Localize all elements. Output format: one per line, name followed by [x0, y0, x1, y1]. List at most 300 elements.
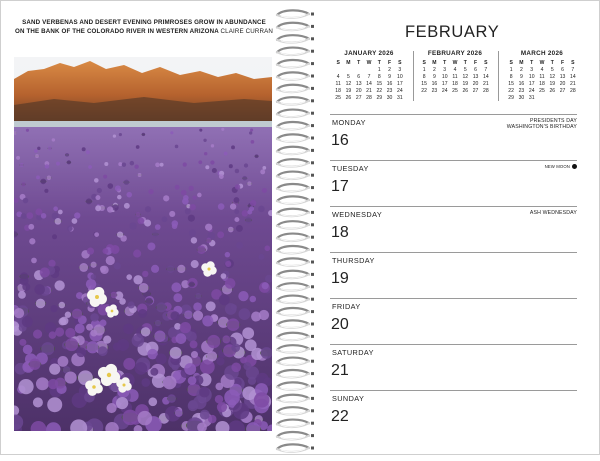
verbena-bloom: [67, 160, 71, 164]
verbena-bloom: [207, 335, 220, 348]
verbena-bloom: [20, 272, 28, 280]
spiral-coil: [277, 432, 314, 440]
day-number: 16: [331, 132, 349, 149]
verbena-bloom: [239, 308, 251, 320]
verbena-bloom: [198, 160, 202, 164]
verbena-bloom: [87, 248, 94, 255]
mountain-foothills: [14, 97, 272, 123]
verbena-bloom: [242, 327, 254, 339]
date-cell: 7: [484, 66, 488, 73]
verbena-bloom: [145, 206, 151, 212]
verbena-bloom: [119, 133, 122, 136]
date-cell: 15: [376, 80, 383, 87]
holiday-line: ASH WEDNESDAY: [529, 210, 577, 216]
verbena-bloom: [113, 135, 116, 138]
date-cell: 22: [376, 87, 383, 94]
verbena-bloom: [49, 331, 57, 339]
spiral-coil: [277, 382, 314, 390]
day-row-sunday[interactable]: [330, 390, 577, 437]
verbena-bloom: [22, 316, 33, 327]
verbena-bloom: [91, 274, 97, 280]
date-cell: [333, 67, 343, 74]
verbena-bloom: [65, 153, 69, 157]
date-cell: 27: [559, 87, 566, 94]
verbena-bloom: [133, 250, 141, 258]
verbena-bloom: [231, 343, 240, 352]
verbena-bloom: [221, 273, 227, 279]
verbena-bloom: [195, 293, 201, 299]
verbena-bloom: [244, 163, 248, 167]
day-row-monday[interactable]: [330, 114, 577, 161]
verbena-bloom: [236, 225, 243, 232]
verbena-bloom: [107, 183, 113, 189]
verbena-bloom: [123, 324, 134, 335]
verbena-bloom: [20, 163, 24, 167]
date-cell: 28: [570, 87, 576, 94]
verbena-bloom: [206, 301, 216, 311]
verbena-bloom: [172, 224, 178, 230]
verbena-bloom: [52, 234, 57, 239]
verbena-bloom: [175, 409, 183, 417]
verbena-bloom: [217, 231, 224, 238]
spiral-coil: [277, 60, 314, 68]
verbena-bloom: [132, 334, 145, 347]
verbena-bloom: [91, 262, 97, 268]
verbena-bloom: [205, 224, 212, 231]
date-cell: 24: [528, 87, 535, 94]
verbena-bloom: [22, 283, 30, 291]
verbena-bloom: [242, 386, 256, 400]
verbena-bloom: [18, 379, 33, 394]
verbena-bloom: [36, 377, 49, 390]
new-moon-icon: [572, 164, 577, 169]
verbena-bloom: [133, 275, 142, 284]
verbena-bloom: [148, 189, 153, 194]
day-number: 21: [331, 362, 349, 379]
verbena-bloom: [36, 175, 40, 179]
verbena-bloom: [200, 410, 210, 420]
verbena-bloom: [29, 238, 35, 244]
verbena-bloom: [22, 182, 26, 186]
spiral-coil: [277, 407, 314, 415]
primrose-center: [111, 310, 114, 313]
verbena-bloom: [219, 294, 230, 305]
verbena-bloom: [23, 345, 33, 355]
divider: [498, 51, 499, 101]
date-cell: 4: [453, 66, 457, 73]
verbena-bloom: [191, 237, 197, 243]
verbena-bloom: [154, 331, 165, 342]
verbena-bloom: [16, 156, 20, 160]
verbena-bloom: [36, 299, 46, 309]
verbena-bloom: [102, 248, 108, 254]
verbena-bloom: [225, 278, 236, 289]
date-cell: 25: [452, 87, 458, 94]
verbena-bloom: [82, 147, 86, 151]
verbena-bloom: [53, 206, 58, 211]
spiral-coil: [277, 308, 314, 316]
date-cell: 1: [377, 66, 381, 73]
date-cell: 26: [345, 94, 352, 101]
day-name: WEDNESDAY: [332, 210, 383, 219]
verbena-bloom: [126, 274, 132, 280]
weekday-header: T: [357, 60, 361, 66]
verbena-bloom: [19, 339, 26, 346]
spiral-coil: [277, 209, 314, 217]
verbena-bloom: [176, 333, 187, 344]
holiday-line: PRESIDENTS DAY: [530, 118, 577, 124]
date-cell: 28: [366, 94, 372, 101]
verbena-bloom: [103, 175, 107, 179]
weekday-header: S: [509, 60, 513, 66]
verbena-bloom: [233, 403, 249, 419]
verbena-bloom: [145, 298, 153, 306]
date-cell: 22: [508, 87, 514, 94]
day-name: THURSDAY: [332, 256, 375, 265]
verbena-bloom: [124, 180, 129, 185]
verbena-bloom: [114, 262, 121, 269]
verbena-bloom: [94, 178, 99, 183]
verbena-bloom: [50, 305, 57, 312]
verbena-bloom: [142, 133, 145, 136]
verbena-bloom: [234, 197, 240, 203]
weekday-header: M: [346, 60, 351, 66]
verbena-bloom: [35, 154, 39, 158]
verbena-bloom: [193, 302, 202, 311]
verbena-bloom: [173, 293, 182, 302]
verbena-bloom: [141, 378, 150, 387]
verbena-bloom: [138, 411, 153, 426]
verbena-bloom: [104, 162, 108, 166]
verbena-bloom: [130, 161, 135, 166]
verbena-bloom: [236, 242, 243, 249]
verbena-bloom: [103, 336, 111, 344]
verbena-bloom: [126, 192, 132, 198]
spiral-coil: [277, 345, 314, 353]
day-name: TUESDAY: [332, 164, 369, 173]
date-cell: 9: [388, 73, 391, 80]
spiral-coil: [277, 172, 314, 180]
mini-calendar-title: MARCH 2026: [520, 50, 564, 57]
verbena-bloom: [254, 392, 269, 407]
date-cell: 16: [518, 80, 525, 87]
verbena-bloom: [242, 210, 249, 217]
mini-calendar-grid: [419, 60, 491, 95]
spiral-coil: [277, 23, 314, 31]
verbena-bloom: [59, 302, 66, 309]
verbena-bloom: [245, 217, 251, 223]
spiral-coil: [277, 258, 314, 266]
weekday-header: W: [539, 60, 545, 66]
verbena-bloom: [136, 145, 140, 149]
date-cell: 25: [539, 87, 545, 94]
mini-calendar-grid: [333, 60, 405, 101]
verbena-bloom: [49, 364, 60, 375]
weekday-header: T: [463, 60, 467, 66]
verbena-bloom: [251, 140, 255, 144]
verbena-bloom: [86, 198, 92, 204]
spiral-coils: [273, 1, 323, 456]
verbena-bloom: [138, 309, 147, 318]
verbena-bloom: [170, 311, 179, 320]
verbena-bloom: [72, 218, 78, 224]
weekday-header: S: [484, 60, 488, 66]
verbena-bloom: [113, 343, 121, 351]
primrose-center: [92, 385, 96, 389]
spiral-coil: [277, 221, 314, 229]
photo-credit: CLAIRE CURRAN: [220, 28, 273, 35]
verbena-bloom: [218, 203, 225, 210]
verbena-bloom: [74, 212, 80, 218]
date-cell: 6: [357, 73, 361, 80]
spiral-coil: [277, 147, 314, 155]
verbena-bloom: [188, 376, 197, 385]
date-cell: 24: [397, 87, 403, 94]
date-cell: 21: [570, 80, 576, 87]
date-cell: 12: [549, 73, 556, 80]
spiral-coil: [277, 122, 314, 130]
date-cell: 13: [559, 73, 566, 80]
verbena-bloom: [48, 379, 58, 389]
verbena-bloom: [122, 410, 138, 426]
date-cell: 16: [386, 80, 393, 87]
verbena-bloom: [79, 263, 88, 272]
date-cell: 13: [472, 73, 479, 80]
weekday-header: T: [377, 60, 381, 66]
verbena-bloom: [86, 341, 98, 353]
date-cell: 14: [483, 73, 489, 80]
date-cell: 15: [508, 80, 514, 87]
verbena-bloom: [58, 356, 69, 367]
date-cell: 14: [570, 73, 576, 80]
date-cell: 19: [549, 80, 556, 87]
spiral-coil: [277, 97, 314, 105]
verbena-bloom: [144, 220, 151, 227]
day-name: FRIDAY: [332, 302, 361, 311]
day-number: 17: [331, 178, 349, 195]
verbena-bloom: [193, 311, 203, 321]
date-cell: 7: [367, 73, 371, 80]
verbena-bloom: [249, 131, 252, 134]
moon-phase-note: [545, 164, 577, 169]
date-cell: 26: [549, 87, 556, 94]
verbena-bloom: [190, 340, 198, 348]
holiday-note: [507, 118, 577, 131]
date-cell: 4: [540, 66, 544, 73]
spiral-coil: [277, 271, 314, 279]
date-cell: 31: [528, 94, 535, 101]
verbena-bloom: [183, 195, 189, 201]
date-cell: [343, 67, 353, 74]
spiral-coil: [277, 370, 314, 378]
verbena-bloom: [255, 154, 259, 158]
date-cell: 11: [335, 80, 341, 87]
verbena-bloom: [134, 165, 138, 169]
weekday-header: M: [432, 60, 437, 66]
date-cell: [364, 67, 374, 74]
verbena-bloom: [262, 188, 267, 193]
date-cell: 12: [462, 73, 469, 80]
verbena-bloom: [34, 284, 45, 295]
verbena-bloom: [116, 397, 128, 409]
verbena-bloom: [190, 204, 196, 210]
verbena-bloom: [18, 291, 26, 299]
mini-calendar-january: [333, 50, 405, 101]
day-row-saturday[interactable]: [330, 344, 577, 391]
spiral-coil: [277, 234, 314, 242]
verbena-bloom: [142, 271, 148, 277]
day-name: MONDAY: [332, 118, 366, 127]
verbena-bloom: [150, 368, 158, 376]
verbena-bloom: [230, 203, 236, 209]
caption-line-2-text: ON THE BANK OF THE COLORADO RIVER IN WESTERN ARIZONA: [15, 28, 219, 35]
date-cell: 17: [528, 80, 535, 87]
date-cell: 17: [397, 80, 403, 87]
weekday-header: T: [443, 60, 447, 66]
verbena-bloom: [181, 190, 187, 196]
verbena-bloom: [111, 245, 120, 254]
verbena-bloom: [97, 188, 102, 193]
day-row-wednesday[interactable]: [330, 206, 577, 253]
verbena-bloom: [47, 176, 52, 181]
date-cell: 23: [386, 87, 393, 94]
verbena-bloom: [189, 186, 194, 191]
verbena-bloom: [235, 184, 240, 189]
verbena-bloom: [199, 387, 209, 397]
date-cell: 3: [443, 66, 447, 73]
verbena-bloom: [155, 320, 161, 326]
date-cell: 27: [355, 94, 362, 101]
spiral-coil: [277, 358, 314, 366]
verbena-bloom: [242, 176, 247, 181]
verbena-bloom: [23, 198, 29, 204]
verbena-bloom: [90, 330, 97, 337]
verbena-bloom: [260, 169, 265, 174]
date-cell: 30: [518, 94, 525, 101]
verbena-bloom: [169, 211, 175, 217]
divider: [413, 51, 414, 101]
verbena-bloom: [44, 189, 48, 193]
verbena-bloom: [48, 146, 52, 150]
verbena-bloom: [33, 397, 43, 407]
caption-line-2: [15, 27, 273, 36]
date-cell: 2: [388, 66, 391, 73]
verbena-bloom: [258, 206, 265, 213]
primrose-petal: [121, 377, 129, 385]
verbena-bloom: [203, 139, 206, 142]
verbena-bloom: [14, 308, 24, 318]
verbena-bloom: [155, 224, 161, 230]
weekday-header: S: [336, 60, 340, 66]
verbena-bloom: [54, 280, 64, 290]
day-row-thursday[interactable]: [330, 252, 577, 299]
spiral-coil: [277, 283, 314, 291]
spiral-coil: [277, 10, 314, 18]
primrose-center: [122, 383, 125, 386]
verbena-bloom: [47, 397, 62, 412]
verbena-bloom: [129, 222, 136, 229]
date-cell: 18: [452, 80, 458, 87]
verbena-bloom: [197, 246, 205, 254]
verbena-bloom: [205, 165, 209, 169]
verbena-bloom: [135, 362, 148, 375]
verbena-bloom: [122, 162, 126, 166]
day-row-friday[interactable]: [330, 298, 577, 345]
verbena-bloom: [167, 265, 175, 273]
verbena-bloom: [225, 303, 237, 315]
verbena-bloom: [48, 260, 55, 267]
spiral-coil: [277, 85, 314, 93]
verbena-bloom: [258, 254, 264, 260]
spiral-coil: [277, 395, 314, 403]
verbena-bloom: [197, 193, 202, 198]
verbena-bloom: [128, 301, 135, 308]
date-cell: 5: [550, 66, 554, 73]
river: [14, 121, 272, 127]
verbena-bloom: [243, 362, 251, 370]
verbena-bloom: [234, 209, 239, 214]
verbena-bloom: [41, 213, 47, 219]
spiral-coil: [277, 420, 314, 428]
verbena-bloom: [175, 145, 179, 149]
weekday-header: F: [474, 60, 478, 66]
verbena-bloom: [192, 195, 196, 199]
date-cell: 11: [539, 73, 545, 80]
verbena-bloom: [137, 217, 144, 224]
date-cell: 23: [431, 87, 438, 94]
spiral-binding: [273, 1, 323, 456]
primrose-petal: [94, 287, 105, 298]
spiral-coil: [277, 184, 314, 192]
date-cell: 12: [345, 80, 352, 87]
verbena-bloom: [56, 162, 60, 166]
verbena-bloom: [136, 212, 141, 217]
verbena-bloom: [21, 213, 27, 219]
verbena-bloom: [151, 265, 159, 273]
date-cell: 5: [463, 66, 467, 73]
weekday-header: S: [422, 60, 426, 66]
verbena-bloom: [188, 401, 198, 411]
verbena-bloom: [250, 200, 256, 206]
verbena-bloom: [251, 312, 261, 322]
date-cell: 30: [386, 94, 393, 101]
verbena-bloom: [86, 279, 96, 289]
spiral-coil: [277, 110, 314, 118]
primrose-center: [107, 373, 111, 377]
verbena-bloom: [94, 232, 99, 237]
date-cell: 14: [366, 80, 372, 87]
date-cell: 8: [422, 73, 426, 80]
spiral-coil: [277, 196, 314, 204]
mini-calendar-title: JANUARY 2026: [344, 50, 394, 57]
verbena-bloom: [262, 166, 266, 170]
date-cell: 22: [421, 87, 427, 94]
date-cell: 11: [452, 73, 458, 80]
date-cell: 24: [441, 87, 448, 94]
verbena-bloom: [163, 376, 177, 390]
verbena-bloom: [184, 363, 196, 375]
verbena-bloom: [175, 185, 180, 190]
verbena-bloom: [86, 150, 90, 154]
verbena-bloom: [156, 302, 166, 312]
flower-field-image: [14, 57, 272, 431]
date-cell: 15: [421, 80, 427, 87]
day-row-tuesday[interactable]: [330, 160, 577, 207]
verbena-bloom: [188, 215, 195, 222]
spiral-coil: [277, 444, 314, 452]
verbena-bloom: [141, 327, 150, 336]
verbena-bloom: [26, 212, 33, 219]
